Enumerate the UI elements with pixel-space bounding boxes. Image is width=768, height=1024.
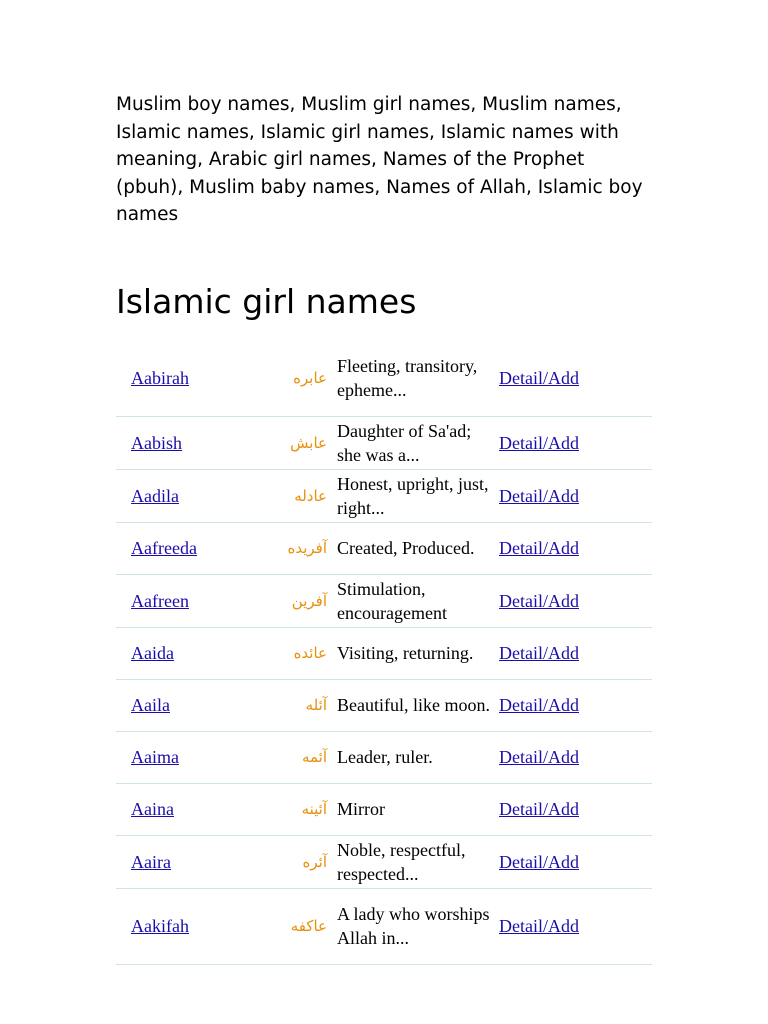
table-row <box>116 627 652 679</box>
meaning-cell: Created, Produced. <box>337 522 499 574</box>
meaning-cell: Leader, ruler. <box>337 731 499 783</box>
table-row <box>116 888 652 964</box>
spacer-cell <box>583 888 652 964</box>
meaning-cell: A lady who worships Allah in... <box>337 888 499 964</box>
table-row <box>116 731 652 783</box>
detail-add-link[interactable]: Detail/Add <box>499 367 579 388</box>
spacer-cell <box>583 340 652 416</box>
name-link[interactable]: Aadila <box>131 485 179 506</box>
meaning-cell: Beautiful, like moon. <box>337 679 499 731</box>
detail-add-link[interactable]: Detail/Add <box>499 432 579 453</box>
spacer-cell <box>583 627 652 679</box>
detail-add-link[interactable]: Detail/Add <box>499 485 579 506</box>
spacer-cell <box>583 731 652 783</box>
name-cell <box>116 340 261 416</box>
table-row <box>116 340 652 416</box>
page-title: Islamic girl names <box>116 282 417 321</box>
name-link[interactable]: Aaila <box>131 695 170 715</box>
arabic-name-cell: عابش <box>261 416 337 469</box>
arabic-name-cell: آئمه <box>261 731 337 783</box>
spacer-cell <box>583 783 652 835</box>
meaning-cell: Daughter of Sa'ad; she was a... <box>337 416 499 469</box>
detail-cell <box>499 469 583 522</box>
table-row <box>116 783 652 835</box>
name-cell <box>116 731 261 783</box>
arabic-name-cell: آئینه <box>261 783 337 835</box>
name-link[interactable]: Aaina <box>131 799 174 819</box>
name-cell <box>116 416 261 469</box>
name-link[interactable]: Aaima <box>131 747 179 767</box>
name-cell <box>116 679 261 731</box>
name-link[interactable]: Aakifah <box>131 916 189 936</box>
detail-cell <box>499 522 583 574</box>
spacer-cell <box>583 522 652 574</box>
detail-cell <box>499 888 583 964</box>
name-cell <box>116 783 261 835</box>
meaning-cell: Stimulation, encouragement <box>337 574 499 627</box>
meaning-cell: Fleeting, transitory, epheme... <box>337 340 499 416</box>
name-cell <box>116 835 261 888</box>
detail-add-link[interactable]: Detail/Add <box>499 643 579 663</box>
detail-add-link[interactable]: Detail/Add <box>499 851 579 872</box>
table-row <box>116 835 652 888</box>
detail-add-link[interactable]: Detail/Add <box>499 695 579 715</box>
name-cell <box>116 574 261 627</box>
arabic-name-cell: عائده <box>261 627 337 679</box>
intro-keywords-text: Muslim boy names, Muslim girl names, Muslim names, Islamic names, Islamic girl names, Islamic names with meaning, Arabic girl names, Names of the Prophet (pbuh), Muslim baby names, Names of Allah, Islamic boy names <box>116 94 643 225</box>
detail-add-link[interactable]: Detail/Add <box>499 916 579 936</box>
detail-cell <box>499 627 583 679</box>
names-table <box>116 340 652 965</box>
detail-add-link[interactable]: Detail/Add <box>499 590 579 611</box>
name-cell <box>116 627 261 679</box>
names-table-body <box>116 340 652 964</box>
table-row <box>116 679 652 731</box>
spacer-cell <box>583 835 652 888</box>
detail-cell <box>499 679 583 731</box>
meaning-cell: Visiting, returning. <box>337 627 499 679</box>
arabic-name-cell: آفرین <box>261 574 337 627</box>
spacer-cell <box>583 574 652 627</box>
spacer-cell <box>583 469 652 522</box>
arabic-name-cell: آئله <box>261 679 337 731</box>
table-row <box>116 469 652 522</box>
arabic-name-cell: آئره <box>261 835 337 888</box>
spacer-cell <box>583 679 652 731</box>
name-link[interactable]: Aafreen <box>131 590 189 611</box>
detail-cell <box>499 783 583 835</box>
detail-add-link[interactable]: Detail/Add <box>499 538 579 558</box>
spacer-cell <box>583 416 652 469</box>
detail-cell <box>499 574 583 627</box>
meaning-cell: Honest, upright, just, right... <box>337 469 499 522</box>
table-row <box>116 522 652 574</box>
meaning-cell: Noble, respectful, respected... <box>337 835 499 888</box>
name-link[interactable]: Aabirah <box>131 367 189 388</box>
name-link[interactable]: Aafreeda <box>131 538 197 558</box>
table-row <box>116 574 652 627</box>
detail-add-link[interactable]: Detail/Add <box>499 747 579 767</box>
detail-cell <box>499 416 583 469</box>
detail-cell <box>499 731 583 783</box>
name-cell <box>116 522 261 574</box>
arabic-name-cell: آفریده <box>261 522 337 574</box>
detail-cell <box>499 340 583 416</box>
name-link[interactable]: Aaida <box>131 643 174 663</box>
name-link[interactable]: Aaira <box>131 851 171 872</box>
name-cell <box>116 469 261 522</box>
name-cell <box>116 888 261 964</box>
detail-cell <box>499 835 583 888</box>
table-row <box>116 416 652 469</box>
meaning-cell: Mirror <box>337 783 499 835</box>
arabic-name-cell: عابره <box>261 340 337 416</box>
arabic-name-cell: عادله <box>261 469 337 522</box>
detail-add-link[interactable]: Detail/Add <box>499 799 579 819</box>
name-link[interactable]: Aabish <box>131 432 182 453</box>
arabic-name-cell: عاکفه <box>261 888 337 964</box>
